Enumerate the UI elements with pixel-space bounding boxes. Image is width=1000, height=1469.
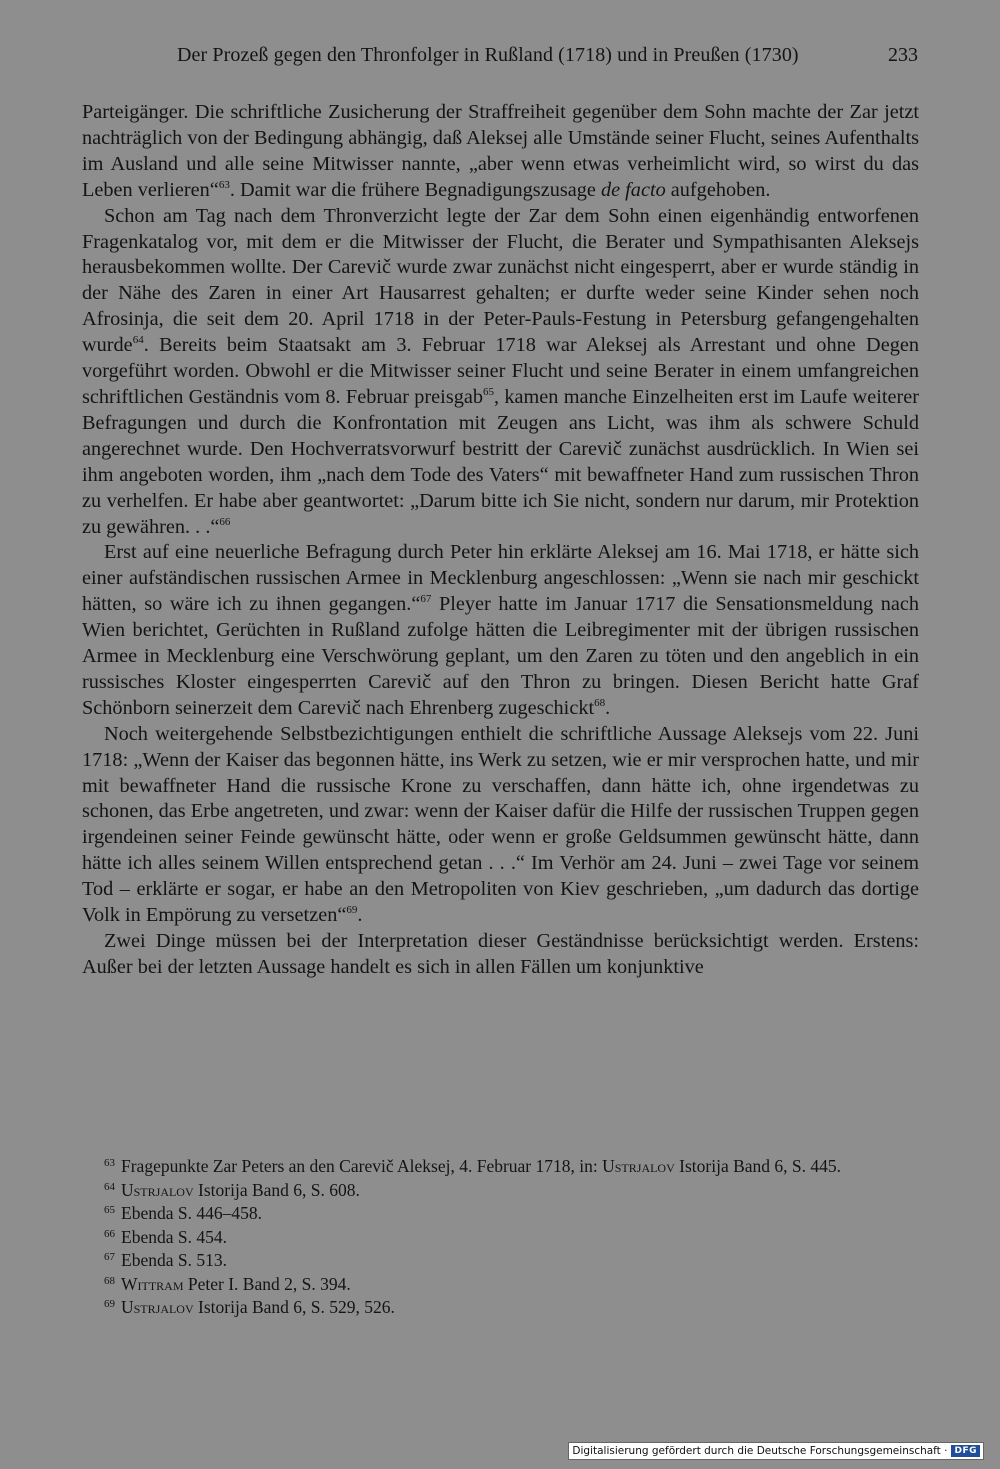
footnote	[82, 1294, 919, 1318]
footnote-number: 67	[104, 1251, 115, 1263]
text-run: Parteigänger. Die schriftliche Zusicherung der Straffreiheit gegenüber dem Sohn machte der Zar jetzt nachträglich von der Bedingung abhängig, daß Aleksej alle Umstände seiner Flucht, seines Aufenthalts im Ausland und alle seine Mitwisser nannte, „aber wenn etwas verheimlicht wird, so wirst du das Leben verlieren“	[82, 101, 919, 201]
running-header	[82, 44, 918, 74]
text-run: Fragepunkte Zar Peters an den Carevič Aleksej, 4. Februar 1718, in:	[121, 1156, 603, 1176]
footnote-number: 68	[104, 1274, 115, 1287]
text-run: Istorija Band 6, S. 445.	[674, 1156, 842, 1176]
paragraph	[82, 722, 919, 929]
running-title: Der Prozeß gegen den Thronfolger in Rußland (1718) und in Preußen (1730)	[177, 44, 799, 66]
footnote-number: 66	[104, 1227, 115, 1240]
text-run: Istorija Band 6, S. 529, 526.	[193, 1297, 395, 1317]
footnote-reference: 64	[132, 334, 144, 347]
author-name: Ustrjalov	[121, 1297, 194, 1317]
footnote	[82, 1224, 919, 1248]
text-run: . Bereits beim Staatsakt am 3. Februar 1718 war Aleksej als Arrestant und ohne Degen vorgeführt worden. Obwohl er die Mitwisser seiner Flucht und seine Berater in einem umfangreichen schriftlichen Geständnis vom 8. Februar preisgab	[82, 334, 919, 408]
body-text	[82, 100, 919, 981]
footnote	[82, 1200, 919, 1224]
digitization-credit: Digitalisierung gefördert durch die Deutsche Forschungsgemeinschaft ·	[572, 1445, 948, 1457]
digitization-credit-bar	[568, 1442, 984, 1460]
text-run: . Damit war die frühere Begnadigungszusage	[229, 178, 601, 201]
footnote-number: 63	[104, 1157, 115, 1169]
text-run: Istorija Band 6, S. 608.	[193, 1179, 360, 1200]
text-run: Schon am Tag nach dem Thronverzicht legte der Zar dem Sohn einen eigenhändig entworfenen Fragenkatalog vor, mit dem er die Mitwisser der Flucht, die Berater und Sympathisanten Aleksejs herausbekommen wollte. Der Carevič wurde zwar zunächst nicht eingesperrt, aber er wurde ständig in der Nähe des Zaren in einer Art Hausarrest gehalten; er durfte weder seine Kinder sehen noch Afrosinja, die seit dem 20. April 1718 in der Peter-Pauls-Festung in Petersburg gefangengehalten wurde	[82, 204, 919, 357]
author-name: Wittram	[121, 1273, 184, 1294]
dfg-logo-icon: DFG	[951, 1445, 980, 1457]
footnote-number: 69	[104, 1298, 115, 1310]
footnote-reference: 69	[346, 904, 358, 917]
page-number: 233	[888, 44, 918, 66]
footnotes	[82, 1153, 919, 1318]
paragraph	[82, 204, 919, 541]
paragraph	[82, 540, 919, 721]
paragraph	[82, 100, 919, 204]
footnote	[82, 1271, 919, 1295]
text-run: .	[605, 696, 611, 719]
footnote	[82, 1177, 919, 1201]
text-run: Peter I. Band 2, S. 394.	[183, 1273, 351, 1294]
text-run: .	[357, 904, 363, 927]
text-run: , kamen manche Einzelheiten erst im Laufe weiterer Befragungen und durch die Konfrontation mit Zeugen ans Licht, was ihm als schwere Schuld angerechnet wurde. Den Hochverratsvorwurf bestritt der Carevič zunächst ausdrücklich. In Wien sei ihm angeboten worden, ihm „nach dem Tode des Vaters“ mit bewaffneter Hand zum russischen Thron zu verhelfen. Er habe aber geantwortet: „Darum bitte ich Sie nicht, sondern nur darum, mir Protektion zu gewähren. . .“	[82, 385, 919, 538]
text-run: Noch weitergehende Selbstbezichtigungen enthielt die schriftliche Aussage Aleksejs vom 22. Juni 1718: „Wenn der Kaiser das begonnen hätte, ins Werk zu setzen, wie er mir versprochen hatte, und mir mit bewaffneter Hand die russische Krone zu verschaffen, dann hätte ich, ohne irgendetwas zu schonen, das Erbe angetreten, und zwar: wenn der Kaiser dafür die Hilfe der russischen Truppen gegen irgendeinen seiner Feinde gewünscht hätte, oder wenn er große Geldsummen gewünscht hätte, dann hätte ich alles seinem Willen entsprechend getan . . .“ Im Verhör am 24. Juni – zwei Tage vor seinem Tod – erklärte er sogar, er habe an den Metropoliten von Kiev geschrieben, „um dadurch das dortige Volk in Empörung zu versetzen“	[82, 722, 919, 927]
footnote-number: 65	[104, 1204, 115, 1216]
footnote-number: 64	[104, 1180, 115, 1193]
italic-text: de facto	[600, 178, 666, 201]
text-run: Pleyer hatte im Januar 1717 die Sensationsmeldung nach Wien berichtet, Gerüchten in Rußland zufolge hätten die Leibregimenter mit der übrigen russischen Armee in Mecklenburg eine Verschwörung geplant, um den Zaren zu töten und den angeblich in ein russisches Kloster eingesperrten Carevič auf den Thron zu bringen. Diesen Bericht hatte Graf Schönborn seinerzeit dem Carevič nach Ehrenberg zugeschickt	[82, 593, 919, 719]
text-run: Ebenda S. 446–458.	[121, 1203, 262, 1223]
footnote-reference: 67	[420, 593, 432, 606]
footnote-reference: 63	[218, 178, 230, 191]
footnote	[82, 1247, 919, 1271]
footnote	[82, 1153, 919, 1177]
text-run: Zwei Dinge müssen bei der Interpretation dieser Geständnisse berücksichtigt werden. Erstens: Außer bei der letzten Aussage handelt es sich in allen Fällen um konjunktive	[82, 930, 919, 978]
text-run: Erst auf eine neuerliche Befragung durch Peter hin erklärte Aleksej am 16. Mai 1718, er hätte sich einer aufständischen russischen Armee in Mecklenburg angeschlossen: „Wenn sie nach mir geschickt hätten, so wäre ich zu ihnen gegangen.“	[82, 541, 919, 616]
text-run: aufgehoben.	[665, 178, 771, 201]
text-run: Ebenda S. 513.	[121, 1250, 227, 1270]
footnote-reference: 65	[483, 385, 494, 398]
text-run: Ebenda S. 454.	[121, 1226, 227, 1247]
paragraph	[82, 929, 919, 981]
footnote-reference: 66	[219, 515, 231, 528]
footnote-reference: 68	[594, 696, 606, 709]
author-name: Ustrjalov	[602, 1156, 675, 1176]
author-name: Ustrjalov	[121, 1179, 194, 1200]
